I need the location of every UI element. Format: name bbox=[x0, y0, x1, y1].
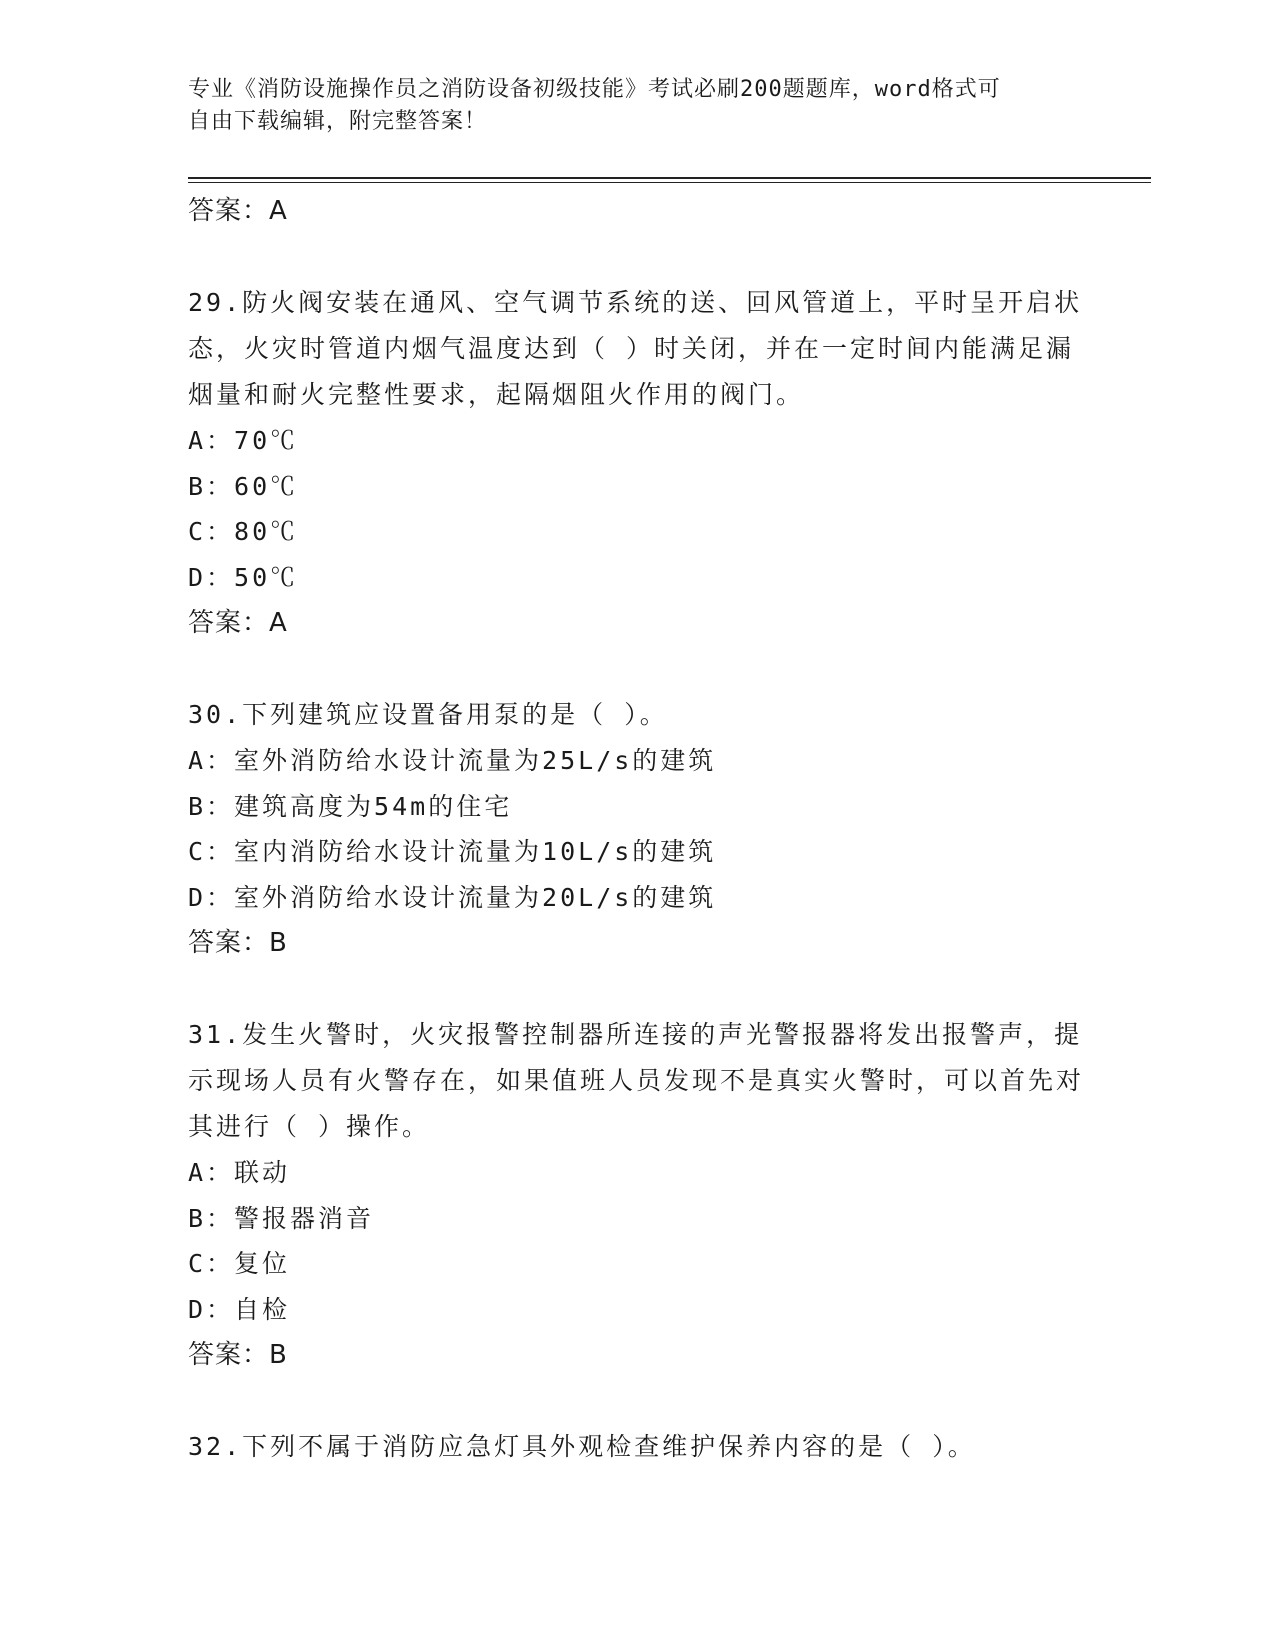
header-divider-thin bbox=[188, 182, 1151, 183]
question-32 bbox=[188, 1424, 1088, 1470]
question-29 bbox=[188, 280, 1088, 646]
answer-label: 答案：B bbox=[188, 928, 288, 958]
question-stem: 29.防火阀安装在通风、空气调节系统的送、回风管道上，平时呈开启状态，火灾时管道内烟气温度达到（ ）时关闭，并在一定时间内能满足漏烟量和耐火完整性要求，起隔烟阻火作用的阀门。 bbox=[188, 288, 1083, 409]
question-stem: 30.下列建筑应设置备用泵的是（ ）。 bbox=[188, 700, 668, 729]
question-31 bbox=[188, 1012, 1088, 1378]
option-a: A：联动 bbox=[188, 1158, 291, 1187]
spacer bbox=[188, 966, 1088, 1012]
option-b: B：建筑高度为54m的住宅 bbox=[188, 791, 513, 821]
answer-label: 答案：A bbox=[188, 196, 288, 226]
spacer bbox=[188, 1378, 1088, 1424]
option-b: B：警报器消音 bbox=[188, 1203, 375, 1233]
option-d: D：50℃ bbox=[188, 562, 299, 592]
answer-label: 答案：B bbox=[188, 1340, 288, 1370]
page-header bbox=[188, 74, 1088, 138]
option-c: C：80℃ bbox=[188, 517, 299, 546]
header-line-2: 自由下载编辑，附完整答案！ bbox=[188, 109, 488, 134]
option-d: D：自检 bbox=[188, 1294, 291, 1324]
spacer bbox=[188, 646, 1088, 692]
header-divider-thick bbox=[188, 177, 1151, 179]
answer-label: 答案：A bbox=[188, 608, 288, 638]
option-d: D：室外消防给水设计流量为20L/s的建筑 bbox=[188, 882, 717, 912]
question-30 bbox=[188, 692, 1088, 966]
option-c: C：复位 bbox=[188, 1249, 291, 1278]
question-stem: 31.发生火警时，火灾报警控制器所连接的声光警报器将发出报警声，提示现场人员有火警存在，如果值班人员发现不是真实火警时，可以首先对其进行（ ）操作。 bbox=[188, 1020, 1085, 1141]
option-c: C：室内消防给水设计流量为10L/s的建筑 bbox=[188, 837, 717, 866]
option-a: A：70℃ bbox=[188, 426, 299, 455]
header-line-1: 专业《消防设施操作员之消防设备初级技能》考试必刷200题题库，word格式可 bbox=[188, 77, 1001, 102]
option-a: A：室外消防给水设计流量为25L/s的建筑 bbox=[188, 746, 717, 775]
option-b: B：60℃ bbox=[188, 471, 299, 501]
question-stem: 32.下列不属于消防应急灯具外观检查维护保养内容的是（ ）。 bbox=[188, 1432, 976, 1461]
question-list bbox=[188, 188, 1088, 1470]
spacer bbox=[188, 234, 1088, 280]
